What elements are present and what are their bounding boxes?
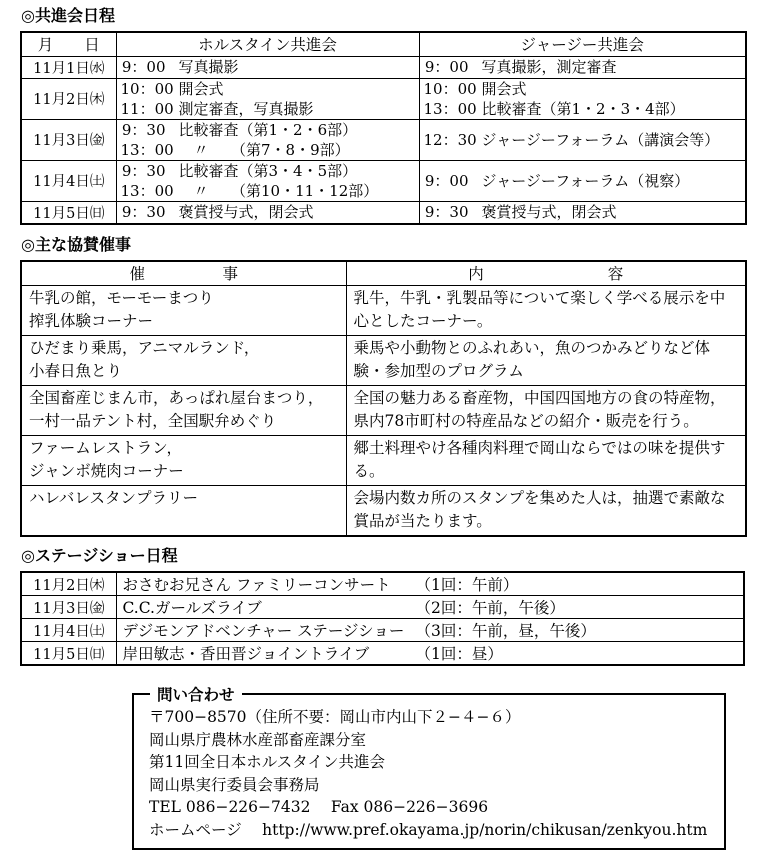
inquiry-committee-line: 岡山県実行委員会事務局 [149,775,320,794]
jersey-cell [419,119,746,160]
table-row [21,436,746,486]
table-row [21,201,746,224]
inquiry-box [132,683,726,850]
schedule-line [121,140,415,160]
table-row [21,386,746,436]
event-cell [21,286,346,336]
time-label: 9：30 [121,120,166,139]
table-row [21,119,746,160]
col-header-holstein: ホルスタイン共進会 [116,32,419,56]
jersey-cell [419,78,746,119]
table-row [21,56,746,78]
time-label: 9：00 [121,58,166,76]
show-name: デジモンアドベンチャー ステージショー [122,622,405,640]
date-cell: 11月2日㈭ [21,572,116,596]
section-stage-show [20,546,745,666]
holstein-cell [116,201,419,224]
inquiry-exhibition-name: 第11回全日本ホルスタイン共進会 [149,753,385,771]
inquiry-office-line: 岡山県庁農林水産部畜産課分室 [149,730,367,749]
show-detail: （1回：午前） [415,576,519,594]
event-line: 全国畜産じまん市，あっぱれ屋台まつり， [29,389,324,407]
event-line: 一村一品テント村，全国駅弁めぐり [29,412,277,430]
show-name: C.C.ガールズライブ [122,599,262,617]
activity-label: 褒賞授与式，閉会式 [481,203,617,221]
event-line: 搾乳体験コーナー [29,312,154,330]
show-detail: （2回：午前，午後） [415,599,565,617]
col-header-jersey: ジャージー共進会 [419,32,746,56]
table-row [21,286,746,336]
activity-label: 〃 （第10・11・12部） [178,181,379,200]
col-header-date: 月 日 [21,32,116,56]
activity-label: 開会式 [178,79,224,98]
activity-label: 比較審査（第1・2・3・4部） [481,99,685,118]
activity-label: 褒賞授与式，閉会式 [178,203,314,221]
table-row [21,78,746,119]
table-row [21,596,744,619]
show-cell [116,642,744,666]
col-header-event: 催 事 [21,261,346,286]
schedule-line [121,57,415,77]
holstein-cell [116,56,419,78]
time-label: 11：00 [120,99,174,118]
schedule-line [121,120,415,140]
activity-label: 測定審査，写真撮影 [178,99,314,118]
table-row [21,160,746,201]
inquiry-homepage-url: ホームページ http://www.pref.okayama.jp/norin/chikusan/zenkyou.htm [149,820,708,839]
event-line: 小春日魚とり [29,362,123,380]
activity-label: 比較審査（第3・4・5部） [178,161,358,180]
date-cell: 11月4日㈯ [21,619,116,642]
description-cell: 郷土料理やけ各種肉料理で岡山ならではの味を提供する。 [346,436,746,486]
section-heading-stage: ◎ステージショー日程 [21,546,178,565]
show-name: おさむお兄さん ファミリーコンサート [122,576,391,594]
schedule-line [424,79,742,99]
show-detail: （1回：昼） [415,645,503,663]
activity-label: ジャージーフォーラム（講演会等） [481,130,720,149]
section-sponsored-events [20,235,745,538]
section-heading-kyoshinkai: ◎共進会日程 [21,6,115,25]
date-cell: 11月3日㈮ [21,596,116,619]
jersey-cell [419,160,746,201]
schedule-line [424,202,742,222]
event-line: ファームレストラン， [29,439,182,457]
holstein-cell [116,160,419,201]
schedule-line [121,161,415,181]
show-detail: （3回：午前，昼，午後） [415,622,596,640]
event-cell [21,336,346,386]
activity-label: 〃 （第7・8・9部） [178,140,350,159]
time-label: 13：00 [120,140,174,159]
table-row [21,336,746,386]
table-row [21,572,744,596]
section-heading-kyosan: ◎主な協賛催事 [21,234,131,254]
show-cell [116,596,744,619]
description-cell: 乗馬や小動物とのふれあい，魚のつかみどりなど体験・参加型のプログラム [346,336,746,386]
section-kyoshinkai-schedule [20,6,745,225]
schedule-line [121,202,415,222]
kyoshinkai-schedule-table [20,31,747,225]
event-line: ひだまり乗馬，アニマルランド， [29,339,260,357]
date-cell: 11月4日㈯ [21,160,116,201]
stage-show-table [20,571,745,666]
inquiry-tel-fax: TEL 086−226−7432 Fax 086−226−3696 [149,798,489,816]
show-name: 岸田敏志・香田晋ジョイントライブ [122,645,370,663]
date-cell: 11月2日㈭ [21,78,116,119]
time-label: 9：30 [424,203,469,221]
show-cell [116,572,744,596]
schedule-line [121,181,415,201]
sponsored-events-table [20,260,747,538]
time-label: 13：00 [423,99,477,118]
date-cell: 11月1日㈬ [21,56,116,78]
schedule-line [121,79,415,99]
event-line: 牛乳の館，モーモーまつり [29,289,214,307]
date-cell: 11月3日㈮ [21,119,116,160]
schedule-line [424,171,742,191]
event-cell [21,486,346,537]
description-cell: 会場内数カ所のスタンプを集めた人は，抽選で素敵な賞品が当たります。 [346,486,746,537]
col-header-description: 内 容 [346,261,746,286]
inquiry-title: 問い合わせ [157,686,235,704]
activity-label: 写真撮影，測定審査 [481,58,617,76]
schedule-line [424,99,742,119]
event-cell [21,386,346,436]
schedule-line [424,130,742,150]
time-label: 9：00 [424,171,469,190]
date-cell: 11月5日㈰ [21,201,116,224]
table-row [21,642,744,666]
description-cell: 乳牛，牛乳・乳製品等について楽しく学べる展示を中心としたコーナー。 [346,286,746,336]
schedule-line [121,99,415,119]
event-line: ジャンボ焼肉コーナー [29,462,184,480]
jersey-cell [419,56,746,78]
activity-label: 開会式 [481,79,527,98]
date-cell: 11月5日㈰ [21,642,116,666]
activity-label: 比較審査（第1・2・6部） [178,120,358,139]
schedule-line [424,57,742,77]
inquiry-postal-address: 〒700−8570（住所不要：岡山市内山下２−４−６） [149,708,521,726]
table-row [21,486,746,537]
description-cell: 全国の魅力ある畜産物，中国四国地方の食の特産物，県内78市町村の特産品などの紹介・販売を行う。 [346,386,746,436]
show-cell [116,619,744,642]
holstein-cell [116,119,419,160]
activity-label: 写真撮影 [178,58,239,76]
activity-label: ジャージーフォーラム（視察） [481,171,690,190]
time-label: 9：00 [424,58,469,76]
time-label: 9：30 [121,161,166,180]
table-header-row [21,261,746,286]
time-label: 10：00 [120,79,174,98]
time-label: 9：30 [121,203,166,221]
time-label: 10：00 [423,79,477,98]
time-label: 13：00 [120,181,174,200]
table-row [21,619,744,642]
event-line: ハレバレスタンプラリー [29,489,198,507]
event-cell [21,436,346,486]
table-header-row [21,32,746,56]
holstein-cell [116,78,419,119]
jersey-cell [419,201,746,224]
time-label: 12：30 [423,130,477,149]
